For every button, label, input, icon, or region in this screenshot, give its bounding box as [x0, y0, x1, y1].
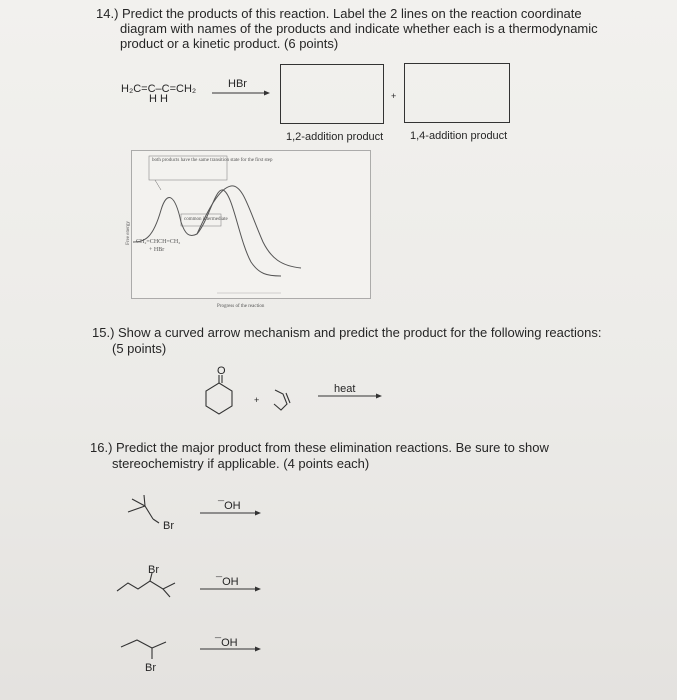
q15-carbonyl-oxygen: O [217, 365, 226, 377]
rxn2-methyl [163, 589, 170, 597]
q14-reactant: H₂C=C–C=CH₂ [121, 83, 197, 95]
rxn1-c-br-bond [153, 519, 159, 523]
intermediate-annotation: common intermediate [184, 217, 228, 222]
rxn2-c-br-bond [150, 573, 152, 581]
cyclohexanone-ring [206, 383, 232, 414]
rxn3-arrow-head [255, 647, 261, 652]
label-1-2-addition: 1,2-addition product [286, 131, 384, 143]
q16-rxn1-reagent: ¯OH [218, 500, 241, 512]
rxn2-arrow-head [255, 587, 261, 592]
y-axis-label: Free energy [125, 221, 131, 245]
q16-text-line1: 16.) Predict the major product from these elimination reactions. Be sure to show [90, 440, 549, 455]
q15-text-line1: 15.) Show a curved arrow mechanism and predict the product for the following reactions: [92, 325, 602, 340]
rxn1-arrow-head [255, 511, 261, 516]
rxn3-skeleton [121, 640, 166, 648]
q14-arrow-head [264, 91, 270, 96]
q14-reactant-hydrogens: H H [149, 93, 168, 105]
rxn2-skeleton [117, 581, 175, 591]
q16-rxn3-br: Br [145, 662, 156, 674]
rxn1-skeleton [128, 506, 153, 519]
q16-rxn1-br: Br [163, 520, 174, 532]
q14-plus: + [391, 91, 397, 101]
x-axis-label: Progress of the reaction [217, 304, 265, 309]
start-label-line1: CH₂=CHCH=CH₂ [136, 239, 181, 245]
q16-rxn2-reagent: ¯OH [216, 576, 239, 588]
rxn1-methyl-up [144, 495, 145, 506]
q14-text-line2: diagram with names of the products and indicate whether each is a thermodynamic [120, 21, 598, 36]
rxn1-methyl-left [132, 499, 145, 506]
q14-reagent-hbr: HBr [228, 78, 247, 90]
diene [274, 390, 287, 410]
start-label-line2: + HBr [149, 247, 165, 253]
q15-arrow-head [376, 394, 382, 399]
ts-annotation: both products have the same transition state for the first step [152, 158, 273, 163]
q16-rxn3-reagent: ¯OH [215, 637, 238, 649]
q16-text-line2: stereochemistry if applicable. (4 points each) [112, 456, 370, 471]
q15-condition-heat: heat [334, 383, 356, 395]
diene-double-bond [286, 393, 290, 403]
q15-plus: + [254, 395, 260, 405]
q14-text-line3: product or a kinetic product. (6 points) [120, 36, 339, 51]
q14-text-line1: 14.) Predict the products of this reaction. Label the 2 lines on the reaction coordinate [96, 6, 582, 21]
q15-text-line2: (5 points) [112, 341, 167, 356]
q16-rxn2-br: Br [148, 564, 159, 576]
label-1-4-addition: 1,4-addition product [410, 130, 508, 142]
